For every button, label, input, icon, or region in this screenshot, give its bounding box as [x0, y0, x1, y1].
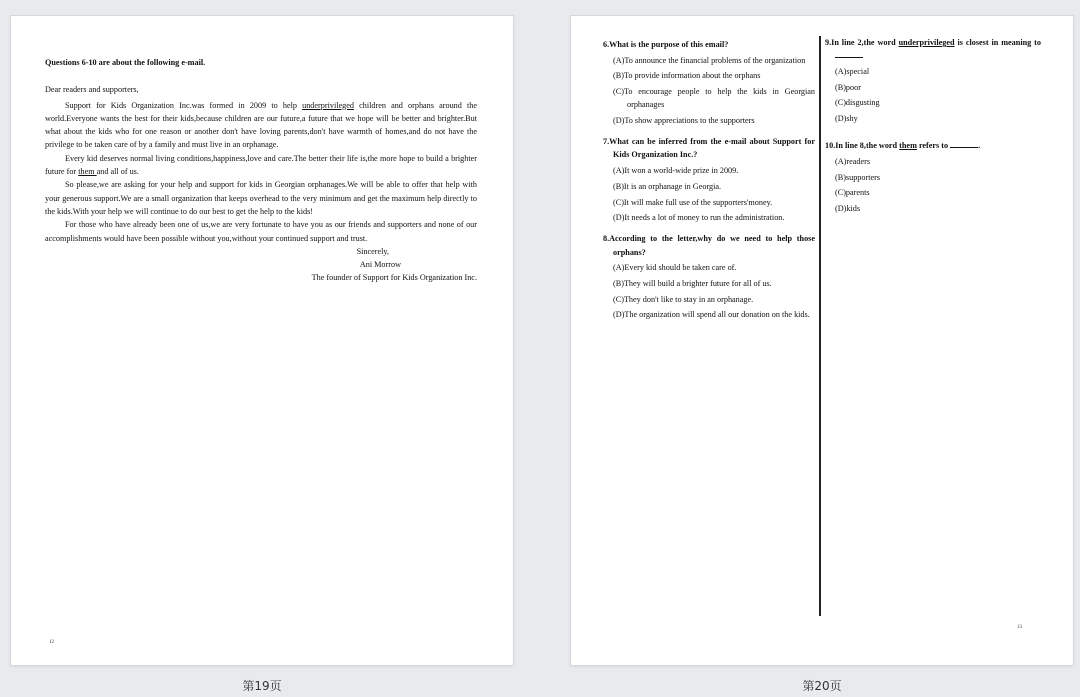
answer-option: (D)The organization will spend all our donation on the kids. — [613, 310, 810, 320]
page-number: 13 — [1017, 625, 1022, 630]
document-page-19 — [11, 16, 513, 665]
letter-sender-title: The founder of Support for Kids Organization Inc. — [311, 273, 477, 283]
answer-option: (A)It won a world-wide prize in 2009. — [613, 166, 739, 176]
q9-title-b: is closest in meaning to — [954, 38, 1041, 47]
question-10 — [825, 139, 1041, 215]
column-divider — [819, 36, 821, 616]
page-label-19[interactable]: 第19页 — [242, 679, 282, 693]
question-8 — [603, 232, 815, 321]
underlined-word-underprivileged: underprivileged — [302, 100, 354, 110]
answer-option: (B)It is an orphanage in Georgia. — [613, 181, 722, 191]
question-header: Questions 6-10 are about the following e-mail. — [45, 58, 206, 67]
letter-paragraph-2 — [45, 152, 477, 179]
answer-option: (C)It will make full use of the supporters'money. — [613, 197, 773, 207]
answer-option: (B)They will build a brighter future for all of us. — [613, 279, 772, 289]
letter-sender: Ani Morrow — [359, 260, 401, 270]
para2-text-b: and all of us. — [96, 167, 139, 177]
question-title: 8.According to the letter,why do we need to help those orphans? — [603, 234, 815, 257]
answer-option: (A)special — [835, 66, 870, 76]
page-number: 12 — [49, 640, 54, 645]
question-9 — [825, 36, 1041, 125]
question-title: 7.What can be inferred from the e-mail about Support for Kids Organization Inc.? — [603, 137, 815, 160]
answer-option: (D)shy — [835, 114, 858, 124]
q10-title-a: 10.In line 8,the word — [825, 141, 900, 151]
answer-option: (A)readers — [835, 156, 871, 166]
answer-option: (B)supporters — [835, 172, 881, 182]
para1-text-a: Support for Kids Organization Inc.was formed in 2009 to help — [65, 100, 303, 110]
q10-title-end: . — [978, 141, 981, 151]
letter-greeting: Dear readers and supporters, — [45, 85, 139, 95]
document-page-20 — [571, 16, 1073, 665]
question-title — [825, 139, 1041, 152]
q9-title-a: 9.In line 2,the word — [825, 38, 899, 47]
letter-closing: Sincerely, — [356, 246, 389, 256]
answer-option: (C)disgusting — [835, 98, 880, 108]
answer-blank — [950, 139, 981, 151]
question-title — [825, 36, 1041, 62]
para2-text-a: Every kid deserves normal living conditions,happiness,love and care.The better their life is,the more hope to build a brighter future for — [45, 153, 477, 177]
question-7 — [603, 135, 815, 224]
answer-option: (D)kids — [835, 204, 861, 214]
answer-option: (C)parents — [835, 188, 870, 198]
letter-paragraph-3: So please,we are asking for your help and support for kids in Georgian orphanages.We will be able to offer that help with your generous support.We are a small organization that keeps overhead to the very minimum and get the maximum help directly to the kids.With your help we will continue to do our best to get the help to the kids! — [45, 180, 477, 216]
question-6 — [603, 38, 815, 127]
questions-left-column — [603, 38, 815, 330]
answer-option: (A)Every kid should be taken care of. — [613, 263, 737, 273]
underlined-word: underprivileged — [898, 38, 955, 47]
question-title: 6.What is the purpose of this email? — [603, 40, 729, 49]
answer-option: (D)It needs a lot of money to run the administration. — [613, 213, 785, 223]
q10-title-b: refers to — [916, 141, 949, 151]
questions-right-column — [825, 36, 1041, 223]
answer-option: (C)They don't like to stay in an orphanage. — [613, 294, 754, 304]
answer-blank — [835, 49, 863, 58]
underlined-word: them — [899, 141, 917, 151]
letter-paragraph-1 — [45, 99, 477, 152]
answer-option: (A)To announce the financial problems of the organization — [613, 55, 806, 65]
letter-paragraph-4: For those who have already been one of us,we are very fortunate to have you as our friends and supporters and none of our accomplishments would have been possible without you,without your continued support and trust. — [45, 220, 477, 243]
answer-option: (D)To show appreciations to the supporters — [613, 116, 755, 126]
answer-option: (C)To encourage people to help the kids in Georgian orphanages — [613, 87, 815, 110]
para1-text-b: children and orphans around the world.Everyone wants the best for their kids,because children are our future,a future that we hope will be better and brighter.But what about the kids who for one reason or another don't have loving parents,don't have warmth of homes,and do not have the privilege to be taken care of by a family and must live in an orphanage. — [45, 100, 477, 150]
letter-signature — [45, 245, 477, 285]
answer-option: (B)poor — [835, 82, 861, 92]
answer-option: (B)To provide information about the orphans — [613, 71, 761, 81]
underlined-word-them: them — [78, 167, 97, 177]
email-letter — [45, 56, 477, 285]
page-label-20[interactable]: 第20页 — [802, 679, 842, 693]
